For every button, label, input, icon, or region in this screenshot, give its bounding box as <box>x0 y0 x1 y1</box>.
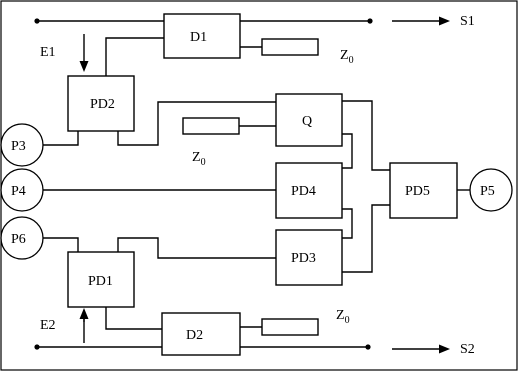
svg-text:P4: P4 <box>11 184 26 199</box>
port-p6 <box>1 217 43 259</box>
z0-label-top: $Z_0$ <box>340 48 354 66</box>
port-p5 <box>470 169 512 211</box>
pd4-label: PD4 <box>291 184 316 199</box>
z0-load-bottom <box>262 319 318 335</box>
s2-arrow <box>392 345 450 354</box>
port-p3 <box>1 124 43 166</box>
z0-label-bottom: $Z_0$ <box>336 308 350 326</box>
s1-arrow <box>392 17 450 26</box>
d2-label: D2 <box>186 328 204 343</box>
z0-load-mid <box>183 118 239 134</box>
e2-arrow <box>80 308 89 343</box>
e1-arrow <box>80 34 89 72</box>
e2-label: E2 <box>40 318 56 333</box>
svg-text:P3: P3 <box>11 139 26 154</box>
svg-text:P6: P6 <box>11 232 26 247</box>
pd2-label: PD2 <box>90 97 115 112</box>
s1-label: S1 <box>460 14 475 29</box>
port-p4 <box>1 169 43 211</box>
pd3-label: PD3 <box>291 251 316 266</box>
pd1-label: PD1 <box>88 274 113 289</box>
pd5-label: PD5 <box>405 184 430 199</box>
z0-label-mid: $Z_0$ <box>192 150 206 168</box>
svg-text:P5: P5 <box>480 184 495 199</box>
z0-load-top <box>262 39 318 55</box>
d1-label: D1 <box>190 30 208 45</box>
s2-label: S2 <box>460 342 475 357</box>
e1-label: E1 <box>40 45 56 60</box>
q-label: Q <box>302 114 313 129</box>
